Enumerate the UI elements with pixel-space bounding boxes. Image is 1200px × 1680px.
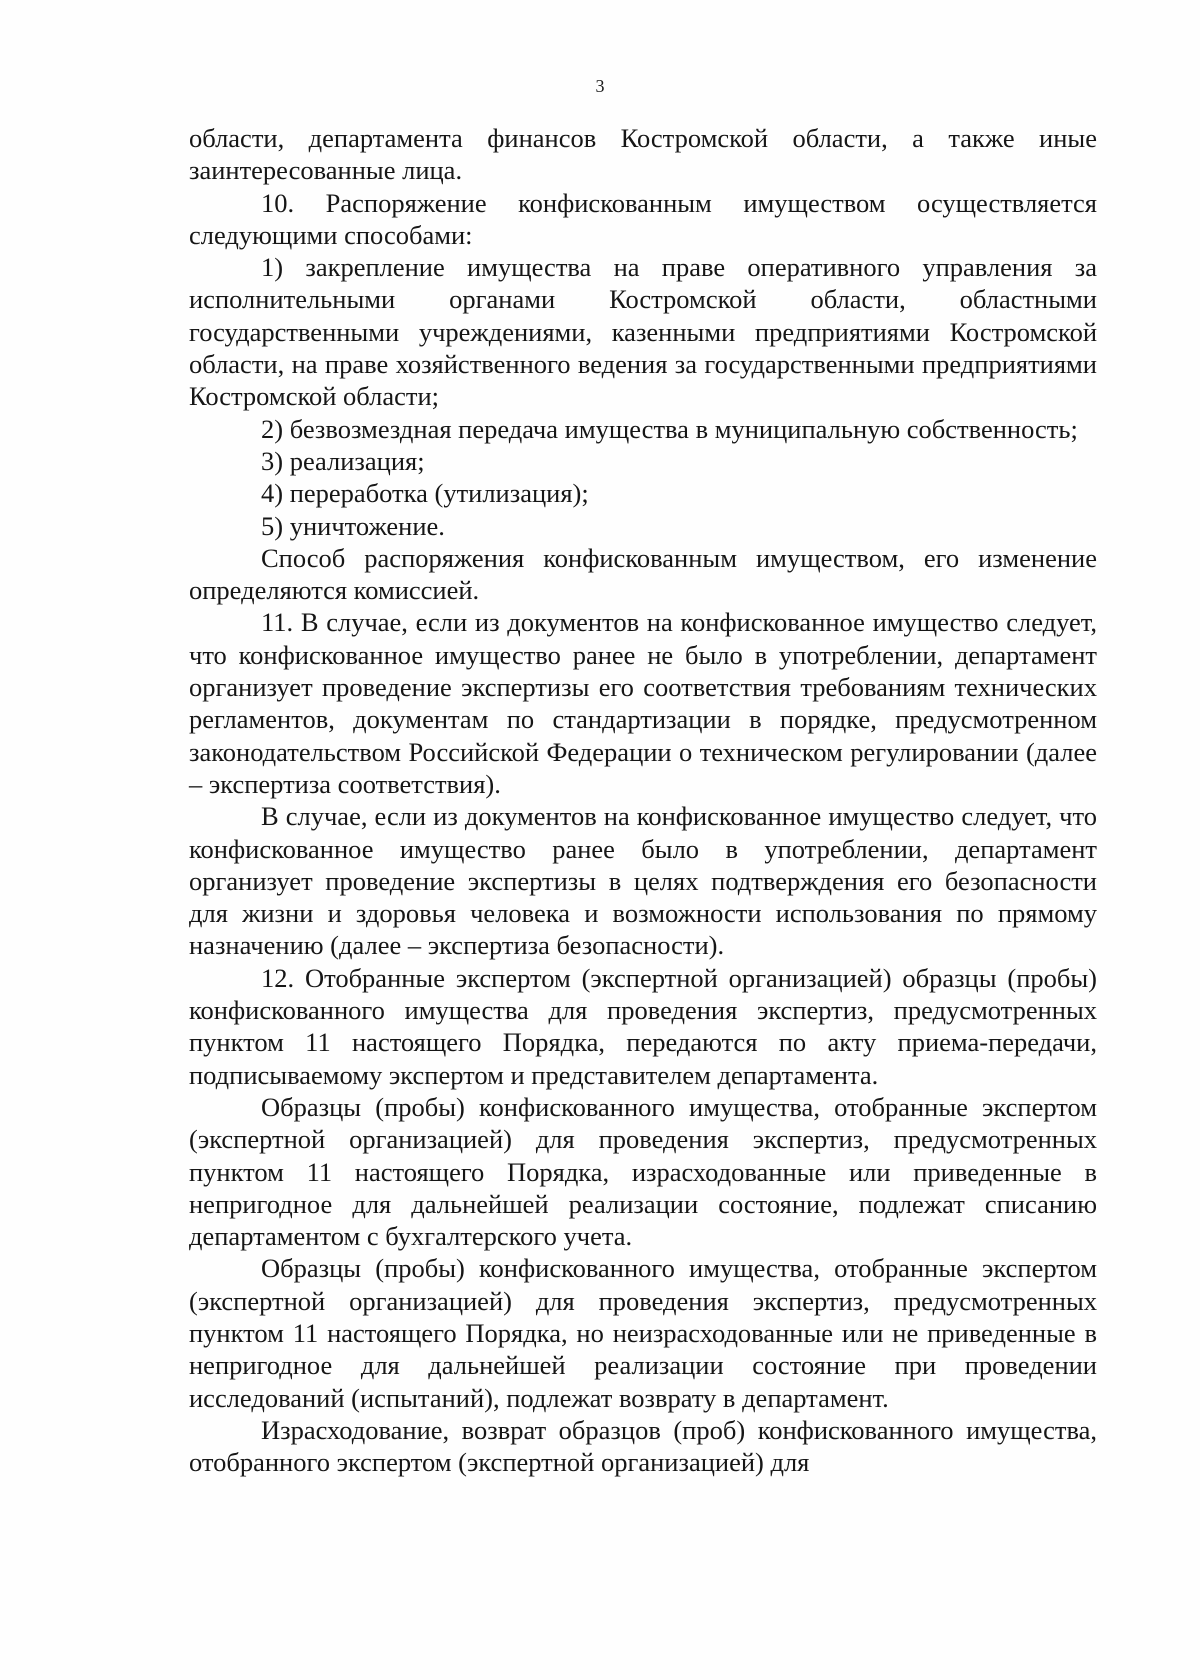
paragraph-item-10: 10. Распоряжение конфискованным имуществом осуществляется следующими способами: (189, 187, 1097, 250)
list-item-4: 4) переработка (утилизация); (261, 478, 589, 509)
paragraph-samples-returned: Образцы (пробы) конфискованного имущества, отобранные экспертом (экспертной организацией) для проведения экспертиз, предусмотренных пунктом 11 настоящего Порядка, но неизрасходованные или не приведенные в непригодное для дальнейшей реализации состояние при проведении исследований (испытаний), подлежат возврату в департамент. (189, 1253, 1097, 1413)
paragraph-item-12: 12. Отобранные экспертом (экспертной организацией) образцы (пробы) конфискованного имущества для проведения экспертиз, предусмотренных пунктом 11 настоящего Порядка, передаются по акту приема-передачи, подписываемому экспертом и представителем департамента. (189, 962, 1097, 1090)
list-item-5: 5) уничтожение. (261, 510, 445, 541)
paragraph-item-11: 11. В случае, если из документов на конфискованное имущество следует, что конфискованное имущество ранее не было в употреблении, департамент организует проведение экспертизы его соответствия требованиям технических регламентов, документам по стандартизации в порядке, предусмотренном законодательством Российской Федерации о техническом регулировании (далее – экспертиза соответствия). (189, 607, 1097, 799)
list-item-3: 3) реализация; (261, 445, 425, 476)
paragraph-continuation: области, департамента финансов Костромской области, а также иные заинтересованные лица. (189, 123, 1097, 186)
list-item-1: 1) закрепление имущества на праве оперативного управления за исполнительными органами Костромской области, областными государственными учреждениями, казенными предприятиями Костромской области, на праве хозяйственного ведения за государственными предприятиями Костромской области; (189, 252, 1097, 412)
list-item-2: 2) безвозмездная передача имущества в муниципальную собственность; (261, 413, 1078, 444)
page-number: 3 (595, 76, 605, 96)
paragraph-samples-consumption: Израсходование, возврат образцов (проб) конфискованного имущества, отобранного экспертом (экспертной организацией) для (189, 1414, 1097, 1478)
paragraph-item-11-case-used: В случае, если из документов на конфискованное имущество следует, что конфискованное имущество ранее было в употреблении, департамент организует проведение экспертизы в целях подтверждения его безопасности для жизни и здоровья человека и возможности использования по прямому назначению (далее – экспертиза безопасности). (189, 801, 1097, 961)
paragraph-samples-written-off: Образцы (пробы) конфискованного имущества, отобранные экспертом (экспертной организацией) для проведения экспертиз, предусмотренных пунктом 11 настоящего Порядка, израсходованные или приведенные в непригодное для дальнейшей реализации состояние, подлежат списанию департаментом с бухгалтерского учета. (189, 1091, 1097, 1252)
paragraph-disposal-method: Способ распоряжения конфискованным имуществом, его изменение определяются комиссией. (189, 542, 1097, 606)
document-body (189, 122, 1097, 1478)
